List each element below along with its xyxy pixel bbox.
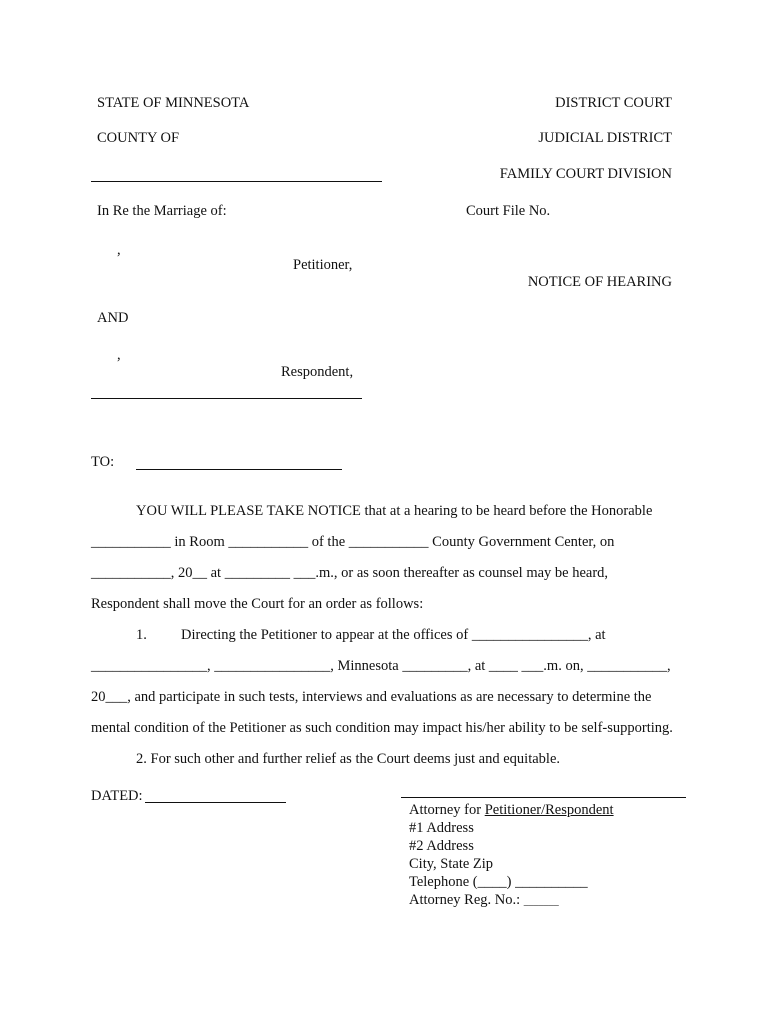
court-file-label: Court File No. (466, 203, 551, 219)
and-label: AND (97, 310, 129, 326)
item-1-text: Directing the Petitioner to appear at the offices of ________________, at (181, 627, 606, 643)
to-recipient-field[interactable] (136, 469, 342, 470)
respondent-name-comma: , (117, 347, 121, 363)
judicial-district-heading: JUDICIAL DISTRICT (538, 130, 672, 146)
attorney-reg-line (409, 893, 559, 908)
respondent-label: Respondent, (281, 364, 354, 380)
item-1-line-3: 20___, and participate in such tests, interviews and evaluations as are necessary to determine the (91, 689, 652, 705)
telephone-line: Telephone (____) __________ (409, 874, 588, 890)
address-line-2: #2 Address (409, 838, 474, 854)
court-heading: DISTRICT COURT (555, 95, 672, 111)
item-1-line-2: ________________, ________________, Minnesota _________, at ____ ___.m. on, ___________, (91, 658, 671, 674)
item-1-line-4: mental condition of the Petitioner as such condition may impact his/her ability to be self-supporting. (91, 720, 673, 736)
notice-line-1: YOU WILL PLEASE TAKE NOTICE that at a hearing to be heard before the Honorable (136, 503, 653, 519)
city-state-zip: City, State Zip (409, 856, 494, 872)
dated-label: DATED: (91, 788, 143, 804)
document-title: NOTICE OF HEARING (527, 274, 672, 290)
petitioner-label: Petitioner, (293, 257, 353, 273)
address-line-1: #1 Address (409, 820, 474, 836)
petitioner-name-comma: , (117, 242, 121, 258)
attorney-for-line (409, 803, 614, 818)
item-1-number: 1. (136, 627, 147, 643)
dated-field[interactable] (145, 802, 286, 803)
attorney-for-label: Attorney for (409, 802, 485, 818)
notice-line-4: Respondent shall move the Court for an order as follows: (91, 596, 424, 612)
attorney-reg-label: Attorney Reg. No.: (409, 892, 524, 908)
division-heading: FAMILY COURT DIVISION (499, 166, 672, 182)
caption-top-rule (91, 181, 382, 182)
notice-line-2: ___________ in Room ___________ of the ___________ County Government Center, on (91, 534, 615, 550)
state-heading: STATE OF MINNESOTA (97, 95, 250, 111)
signature-line[interactable] (401, 797, 686, 798)
county-heading: COUNTY OF (97, 130, 180, 146)
notice-line-3: ___________, 20__ at _________ ___.m., or as soon thereafter as counsel may be heard, (91, 565, 609, 581)
caption-bottom-rule (91, 398, 362, 399)
in-re-label: In Re the Marriage of: (97, 203, 227, 219)
party-label: Petitioner/Respondent (484, 802, 614, 818)
to-label: TO: (91, 454, 115, 470)
attorney-reg-field[interactable]: _______ (523, 896, 559, 907)
item-2-text: 2. For such other and further relief as the Court deems just and equitable. (136, 751, 561, 767)
